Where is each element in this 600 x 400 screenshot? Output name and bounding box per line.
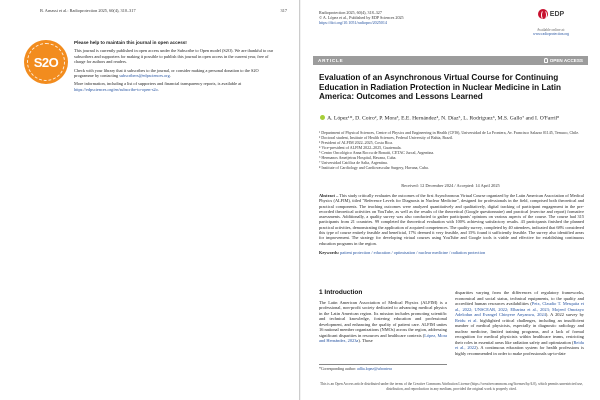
affiliation-item: ⁶ Hermanos Ameijeiras Hospital, Havana, Cuba. [319,155,397,160]
affiliation-item: ⁷ Universidad Católica de Salta, Argentina. [319,160,388,165]
affiliation-item: ³ President of ALFIM 2022–2025, Costa Rica. [319,140,394,145]
notice-p2-end: . [169,73,171,79]
author-list [319,115,584,123]
keywords-list[interactable]: patient protection / education / optimisation / nuclear medicine / radiation protection [340,250,486,255]
available-online-label: Available online at: [536,28,566,32]
abstract-text: This study critically evaluates the outcomes of the first Asynchronous Virtual Course organized by the Latin American Association of Medical Physics (ALFIM), titled "Reference Levels for Diagnosis in Nuclear Medicine", designed for professionals in the field, comprised both theoretical and practical components. The teaching outcomes were analyzed quantitatively and qualitatively, digital tracking of participant engagement in the pre-recorded theoretical activities on YouTube, as well as the results of the theoretical (Google questionnaire) and practical (exercise and report) formative assessments. Additionally, a quality survey was also conducted to gather participants' opinions on various aspects of the course. The course had 315 participants from 21 countries. 99 completed the theoretical evaluation with 100% achieving satisfactory results. 43 participants finished the planned practical activities, demonstrating the application of acquired competences. The quality survey, completed by 40 attendees, indicated that 68% considered this type of course entirely feasible and beneficial, 17% deemed it very feasible, and 15% found it sufficiently feasible. The survey also identified areas for improvement. The strategy for developing virtual courses using YouTube and Google tools is viable and effective for establishing continuous education programs in the region. [319,193,585,246]
journal-url-link[interactable]: www.radioprotection.org [532,32,570,37]
citation-link[interactable]: López, Mora and Hernández, 2023a [319,332,447,343]
affiliation-item: ² Doctoral student, Institute of Health Sciences, Federal University of Bahia, Brazil. [319,135,454,140]
copyright-short: © A. López et al., Published by EDP Sciences 2025 [319,15,404,21]
affiliation-item: ⁸ Institute of Cardiology and Cardiovascular Surgery, Havana, Cuba. [319,165,429,170]
section-heading-introduction: 1 Introduction [319,289,363,296]
intro-c2-text-b: ). A 2022 survey by [545,312,584,317]
edp-logo-text: EDP [549,10,565,18]
keywords [319,250,584,255]
orcid-icon[interactable] [320,115,325,120]
open-access-text: OPEN ACCESS [549,58,583,63]
notice-p3-text: More information, including a list of supporters and financial transparency reports, is available at [74,81,242,87]
open-access-icon [544,58,548,63]
edp-logo[interactable] [538,9,564,19]
article-title: Evaluation of an Asynchronous Virtual Course for Continuing Education in Radiation Protection in Nuclear Medicine in Latin America: Outcomes and Lessons Learned [319,73,562,102]
notice-paragraph-3 [74,81,276,92]
running-head-text: B. Arnassi et al.: Radioprotection 2025, 60(4), 310–317 [40,8,136,13]
s2o-logo-ring [27,43,65,81]
notice-p2-text: Check with your library that it subscribes to the journal, or consider making a personal donation to the S2O programme by contacting [74,67,259,79]
intro-c2-text-a: disparities varying from the differences of regulatory frameworks, economical and social status, technical equipments, to the quality and accredited human resources availabilities ( [455,290,584,306]
corresponding-email-link[interactable]: adlia.lopez@ufrontera [357,366,392,371]
notice-paragraph-2 [74,68,276,79]
affiliation-item: ¹ Department of Physical Sciences, Centre of Physics and Engineering in Health (CFIS), Universidad de La Frontera, Av. Francisco Salazar 01145, Temuco, Chile. [319,130,580,135]
abstract [319,193,584,246]
intro-c2-text-d: ). A continuous education system for health professions is highly recommended in order to make professionals up-to-date [455,345,584,356]
left-running-head [40,8,287,13]
abstract-label: Abstract – [319,193,339,198]
citation-link[interactable]: Reidu et al., 2022 [455,339,584,350]
notice-p3-end: . [157,86,159,92]
corresponding-author-footnote [319,364,447,371]
s2o-logo-mark: S2O [33,54,59,70]
intro-c2-text-c: highlighted critical challenges, including an insufficient number of medical physicists, especially in diagnostic radiology and nuclear medicine, limited training programs, and a lack of formal recognition for medical physicists within healthcare teams, restricting their roles in essential areas like radiation safety and optimization ( [455,317,584,345]
affiliation-item: ⁴ Vice-president of ALFIM 2022–2025, Guatemala. [319,145,402,150]
body-column-2 [455,290,584,356]
license-statement: This is an Open Access article distributed under the terms of the Creative Commons Attribution License (https://creativecommons.org/licenses/by/4.0), which permits unrestricted use, distribution, and reproduction in any medium, provided the original work is properly cited. [319,382,583,391]
publisher-logo-block [516,6,586,37]
s2o-logo [24,40,68,84]
keywords-label: Keywords: [319,250,340,255]
footnote-label: *Corresponding author: [319,366,358,371]
doi-link[interactable]: https://doi.org/10.1051/radiopro/2025014 [319,20,387,26]
right-page [301,0,600,400]
journal-availability [516,28,586,37]
notice-text [74,40,276,95]
article-type-label: ARTICLE [318,58,344,63]
intro-text-a: The Latin American Association of Medical Physics (ALFIM) is a professional, non-profit society dedicated to advancing medical physics in the Latin American region. Its mission includes promoting scientific and technical knowledge, fostering education and professional development, and enhancing the quality of patient care. ALFIM unites 16 national member organizations (NMOs) across the region, addressing significant disparities in resources and healthcare contexts ( [319,299,447,338]
s2o-notice [24,40,276,130]
article-type-band [313,56,588,65]
journal-ref: Radioprotection 2025, 60(4), 318–327 [319,10,382,15]
open-access-label [544,58,583,63]
s2o-info-link[interactable]: https://edpsciences.org/en/subscribe-to-open-s2o [74,86,158,92]
body-column-1 [319,290,447,344]
journal-reference-block [319,10,404,26]
received-accepted-dates: Received: 12 December 2024 / Accepted: 14 April 2025 [401,183,500,188]
citation-link[interactable]: Reidu et al. [455,317,478,323]
intro-text-b: ). Those [358,338,373,343]
author-names: A. López¹*, D. Coiro², P. Mora³, E.E. Hernández⁴, N. Díaz⁵, L. Rodríguez⁶, M.S. Gallo⁷ and I. O'Farril⁸ [327,115,560,122]
page-number: 317 [280,8,287,13]
affiliations [319,130,584,170]
subscribers-email-link[interactable]: subscribers@edpsciences.org [119,73,170,79]
notice-title: Please help to maintain this journal in open access! [74,40,187,45]
affiliation-item: ⁵ Centro Oncológico Anna Roccu de Bonatti, CETAC Jurcal, Argentina. [319,150,435,155]
notice-paragraph-1: This journal is currently published in open access under the Subscribe to Open model (S2O). We are thankful to our subscribers and supporters for making it possible to publish this journal in open access in the current year, free of charge for authors and readers. [74,48,274,65]
edp-globe-icon [538,9,548,19]
citation-link[interactable]: Peix, Claudio T. Mesquita et al., 2022; UNSCEAR, 2022; Elbarina et al., 2023; Mojeed Omotayo Adelodun and Evangel Chinyere Anyanwu, 2024 [455,301,584,317]
